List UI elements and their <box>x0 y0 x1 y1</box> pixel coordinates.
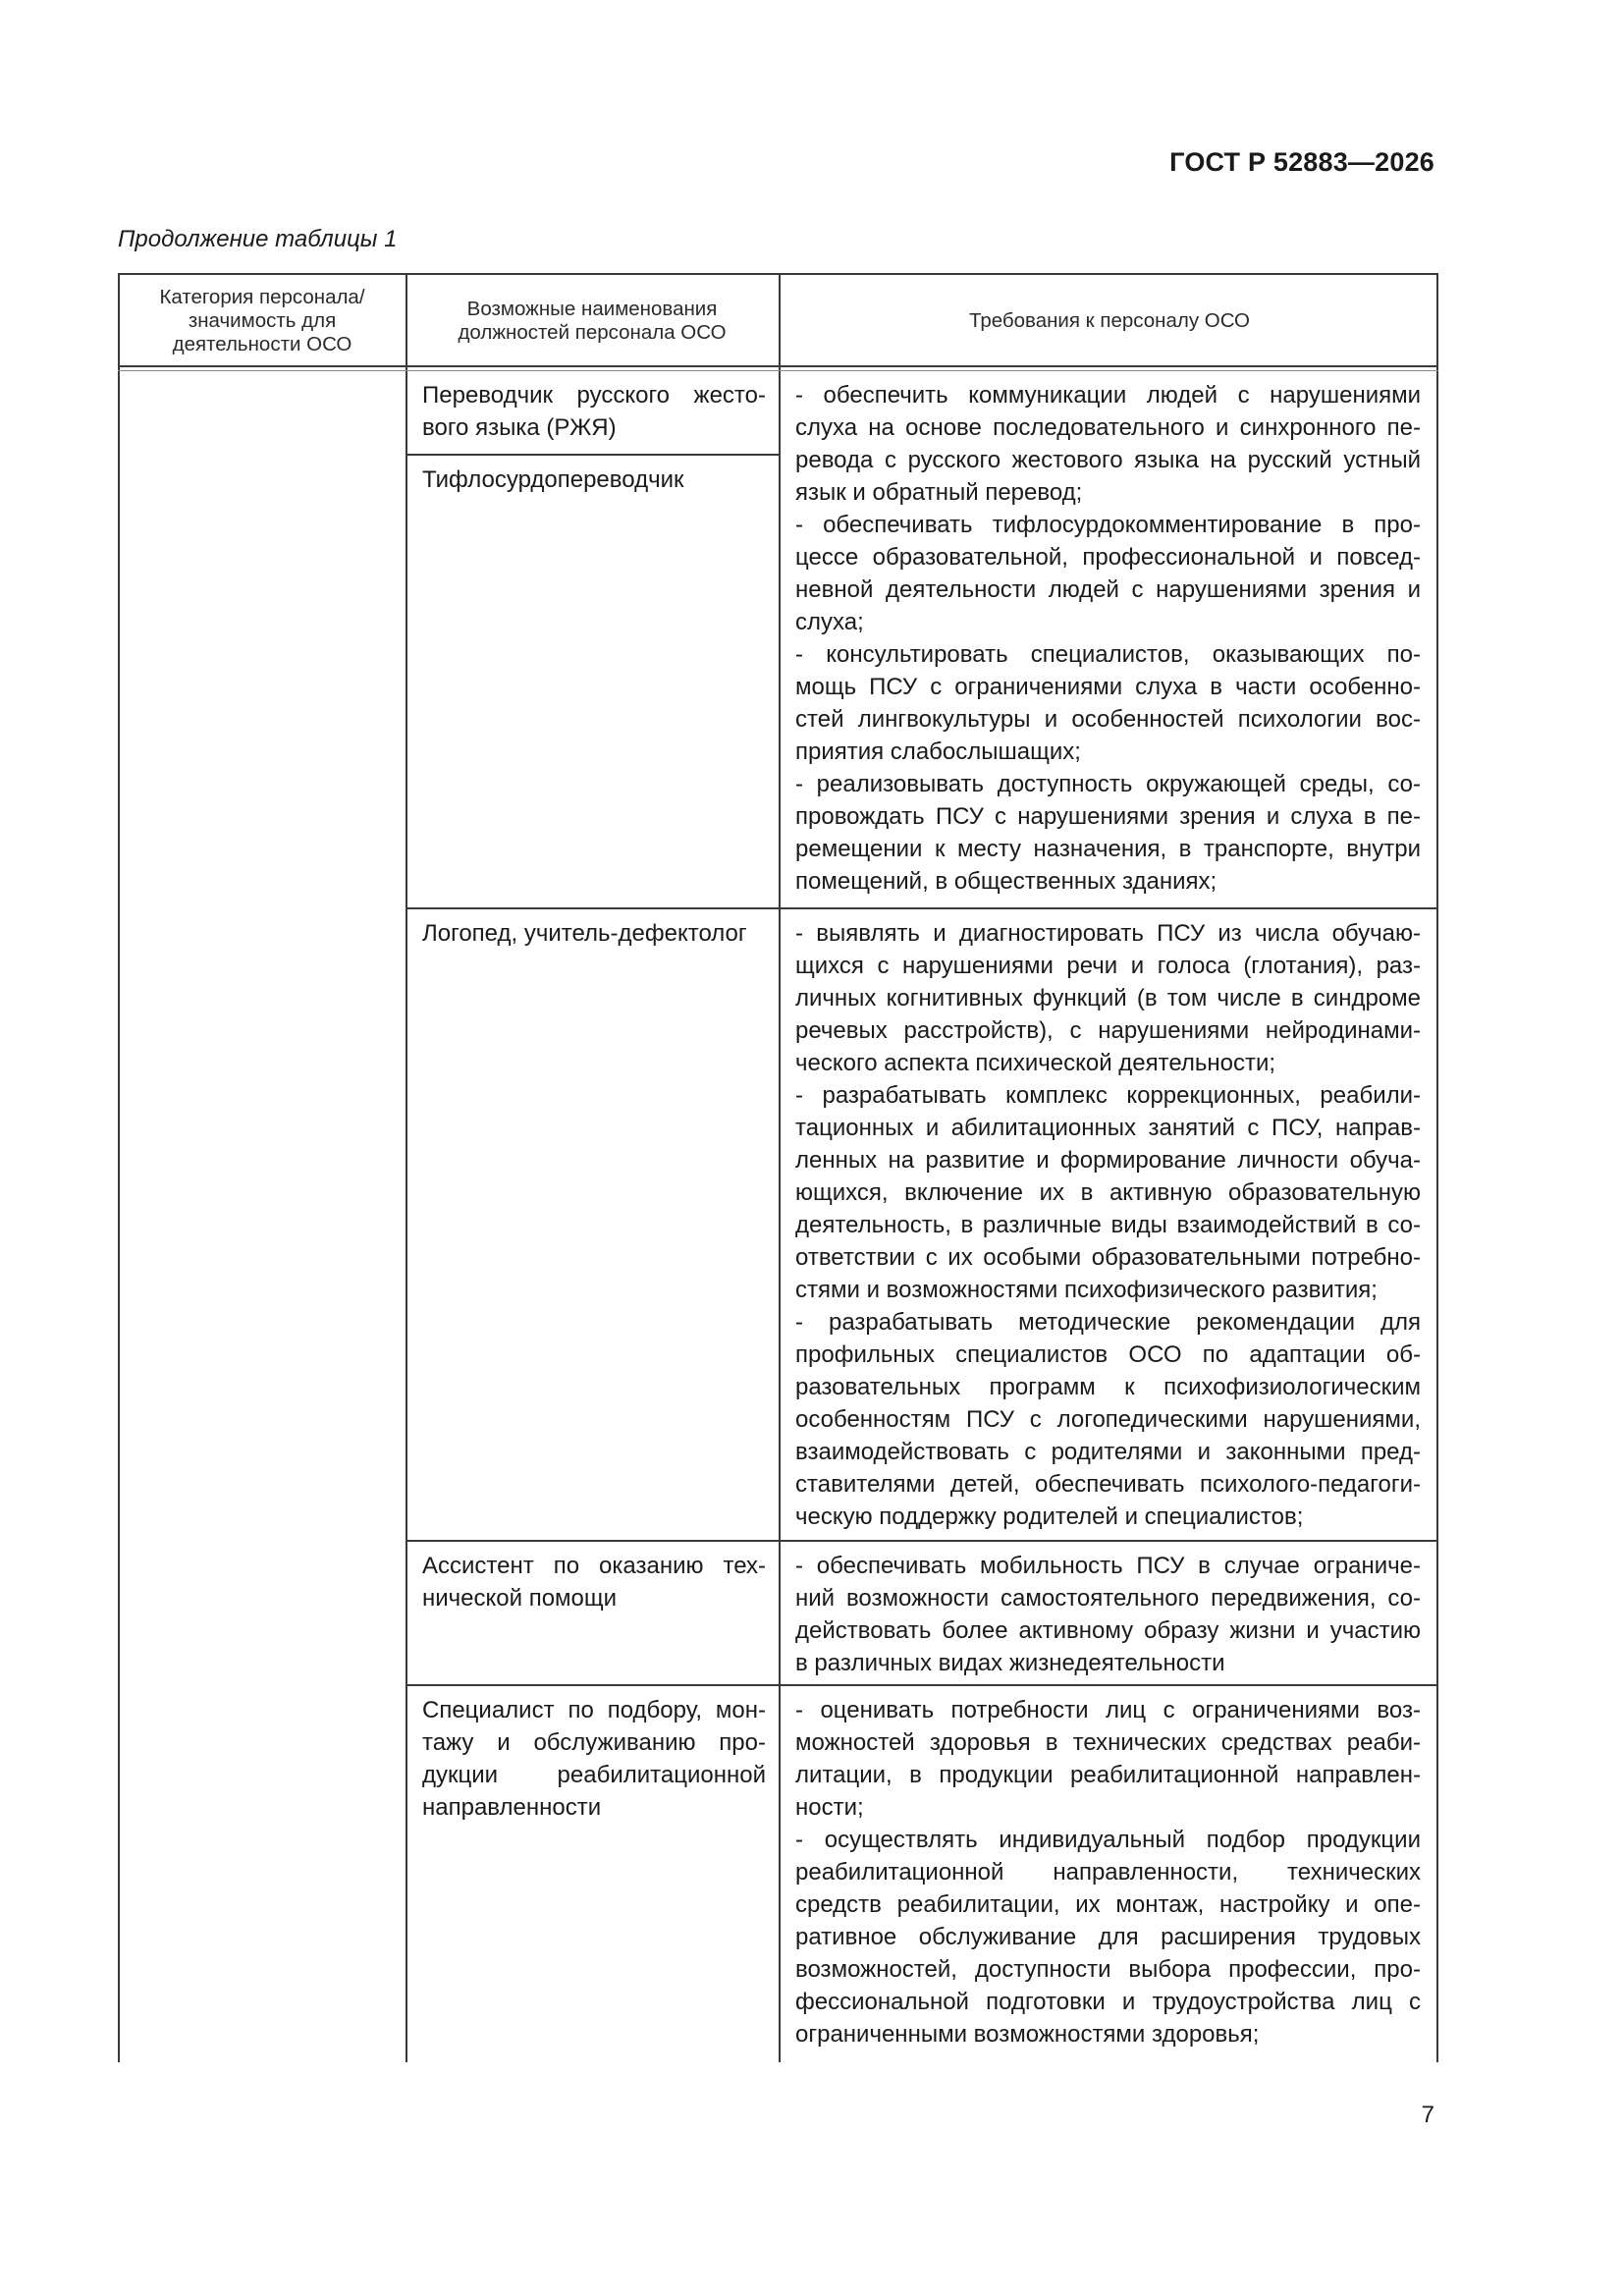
header-positions: Возможные наименования должностей персонала ОСО <box>458 298 727 344</box>
requirement-line: - разрабатывать методические рекомендации для <box>795 1309 1421 1336</box>
requirement-line: литации, в продукции реабилитационной направлен- <box>795 1762 1421 1788</box>
position-line: дукции реабилитационной <box>422 1762 766 1788</box>
requirement-line: ности; <box>795 1794 864 1821</box>
requirement-line: ний возможности самостоятельного передвижения, со- <box>795 1585 1421 1612</box>
position-line: вого языка (РЖЯ) <box>422 414 617 441</box>
requirement-line: ставителями детей, обеспечивать психолого-педагоги- <box>795 1471 1421 1498</box>
requirements-cell-1 <box>795 379 1421 898</box>
requirement-line: средств реабилитации, их монтаж, настройку и опе- <box>795 1891 1421 1918</box>
requirement-line: взаимодействовать с родителями и законными пред- <box>795 1439 1421 1465</box>
requirement-line: язык и обратный перевод; <box>795 479 1083 506</box>
row-separator-2 <box>406 907 1438 909</box>
requirement-line: тационных и абилитационных занятий с ПСУ, направ- <box>795 1115 1421 1141</box>
row-separator-4 <box>406 1684 1438 1686</box>
table-border-top <box>118 273 1438 275</box>
column-divider-2 <box>779 273 781 2062</box>
requirement-line: слуха на основе последовательного и синхронного пе- <box>795 414 1421 441</box>
header-bottom-line-2 <box>118 370 1438 371</box>
position-line: Специалист по подбору, мон- <box>422 1697 766 1723</box>
requirement-line: невной деятельности людей с нарушениями зрения и <box>795 576 1421 603</box>
requirement-line: фессиональной подготовки и трудоустройства лиц с <box>795 1989 1421 2015</box>
requirement-line: ющихся, включение их в активную образовательную <box>795 1179 1421 1206</box>
requirement-line: провождать ПСУ с нарушениями зрения и слуха в пе- <box>795 803 1421 830</box>
position-cell-2 <box>422 464 766 496</box>
requirement-line: ответствии с их особыми образовательными потребно- <box>795 1244 1421 1271</box>
requirement-line: - оценивать потребности лиц с ограничениями воз- <box>795 1697 1421 1723</box>
requirement-line: речевых расстройств), с нарушениями нейродинами- <box>795 1017 1421 1044</box>
column-divider-1 <box>406 273 407 2062</box>
requirement-line: - обеспечить коммуникации людей с нарушениями <box>795 382 1421 409</box>
position-line: Переводчик русского жесто- <box>422 382 766 409</box>
requirement-line: стей лингвокультуры и особенностей психологии вос- <box>795 706 1421 733</box>
requirement-line: деятельность, в различные виды взаимодействий в со- <box>795 1212 1421 1238</box>
row-separator-1 <box>406 454 780 456</box>
table-border-right <box>1436 273 1438 2062</box>
requirement-line: возможностей, доступности выбора профессии, про- <box>795 1956 1421 1983</box>
position-line: Тифлосурдопереводчик <box>422 466 684 493</box>
requirement-line: - реализовывать доступность окружающей среды, со- <box>795 771 1421 797</box>
requirement-line: щихся с нарушениями речи и голоса (глотания), раз- <box>795 953 1421 979</box>
position-line: Логопед, учитель-дефектолог <box>422 920 747 947</box>
requirement-line: - разрабатывать комплекс коррекционных, реабили- <box>795 1082 1421 1109</box>
page-number: 7 <box>1421 2102 1434 2128</box>
requirement-line: мощь ПСУ с ограничениями слуха в части особенно- <box>795 674 1421 700</box>
table-border-left <box>118 273 120 2062</box>
position-line: тажу и обслуживанию про- <box>422 1729 766 1756</box>
requirement-line: - обеспечивать мобильность ПСУ в случае ограниче- <box>795 1553 1421 1579</box>
requirement-line: стями и возможностями психофизического развития; <box>795 1277 1378 1303</box>
position-cell-1 <box>422 379 766 444</box>
position-line: Ассистент по оказанию тех- <box>422 1553 766 1579</box>
row-separator-3 <box>406 1540 1438 1542</box>
position-cell-5 <box>422 1694 766 1824</box>
requirement-line: действовать более активному образу жизни и участию <box>795 1617 1421 1644</box>
requirement-line: - обеспечивать тифлосурдокомментирование в про- <box>795 512 1421 538</box>
requirements-cell-3 <box>795 1550 1421 1679</box>
requirement-line: ческого аспекта психической деятельности; <box>795 1050 1276 1076</box>
header-requirements: Требования к персоналу ОСО <box>968 309 1251 332</box>
requirement-line: особенностям ПСУ с логопедическими нарушениями, <box>795 1406 1421 1433</box>
position-cell-3 <box>422 917 766 950</box>
requirement-line: личных когнитивных функций (в том числе в синдроме <box>795 985 1421 1011</box>
requirement-line: помещений, в общественных зданиях; <box>795 868 1217 895</box>
requirement-line: приятия слабослышащих; <box>795 738 1081 765</box>
requirement-line: профильных специалистов ОСО по адаптации об- <box>795 1341 1421 1368</box>
requirement-line: ограниченными возможностями здоровья; <box>795 2021 1260 2048</box>
requirement-line: - выявлять и диагностировать ПСУ из числа обучаю- <box>795 920 1421 947</box>
requirement-line: ремещении к месту назначения, в транспорте, внутри <box>795 836 1421 862</box>
requirement-line: слуха; <box>795 609 864 635</box>
staff-requirements-table <box>118 273 1438 2062</box>
requirement-line: ративное обслуживание для расширения трудовых <box>795 1924 1421 1950</box>
requirements-cell-2 <box>795 917 1421 1533</box>
requirement-line: ческую поддержку родителей и специалистов; <box>795 1503 1304 1530</box>
header-bottom-line <box>118 365 1438 367</box>
requirement-line: разовательных программ к психофизиологическим <box>795 1374 1421 1400</box>
requirement-line: ревода с русского жестового языка на русский устный <box>795 447 1421 473</box>
position-line: нической помощи <box>422 1585 618 1612</box>
requirement-line: цессе образовательной, профессиональной и повсед- <box>795 544 1421 571</box>
requirements-cell-4 <box>795 1694 1421 2050</box>
header-category: Категория персонала/ значимость для деятельности ОСО <box>159 286 365 355</box>
document-code: ГОСТ Р 52883—2026 <box>1169 147 1434 177</box>
requirement-line: ленных на развитие и формирование личности обуча- <box>795 1147 1421 1174</box>
table-caption: Продолжение таблицы 1 <box>118 226 398 252</box>
requirement-line: в различных видах жизнедеятельности <box>795 1650 1225 1676</box>
position-line: направленности <box>422 1794 602 1821</box>
requirement-line: можностей здоровья в технических средствах реаби- <box>795 1729 1421 1756</box>
requirement-line: - осуществлять индивидуальный подбор продукции <box>795 1827 1421 1853</box>
requirement-line: - консультировать специалистов, оказывающих по- <box>795 641 1421 668</box>
position-cell-4 <box>422 1550 766 1614</box>
requirement-line: реабилитационной направленности, технических <box>795 1859 1421 1886</box>
